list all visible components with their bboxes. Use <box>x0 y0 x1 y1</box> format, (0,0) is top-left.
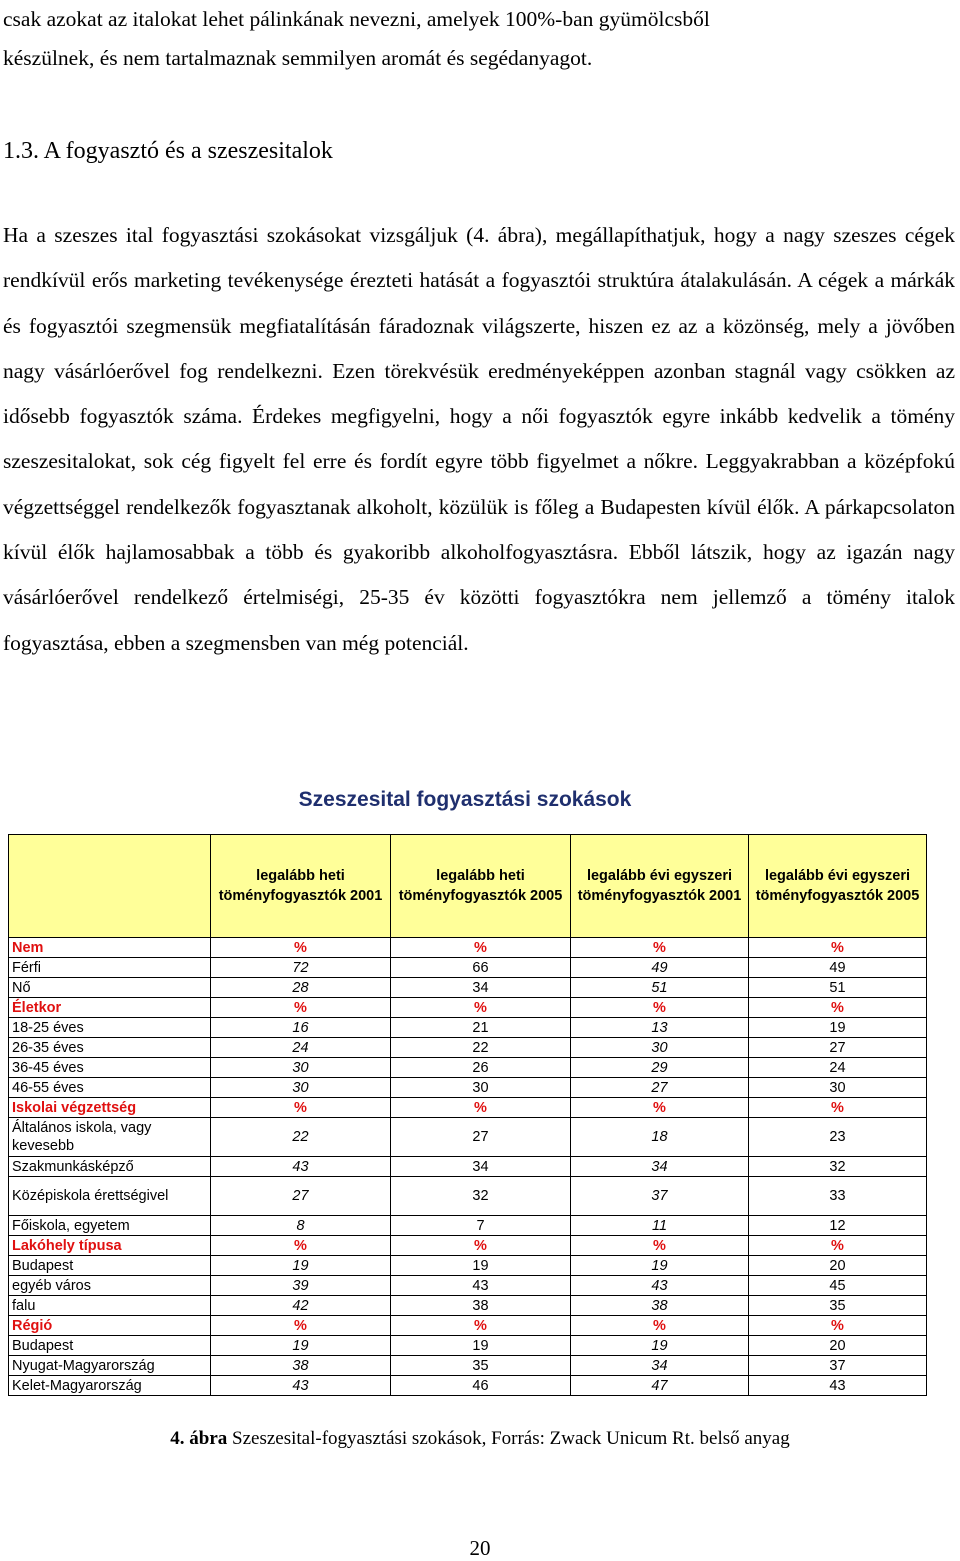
table-cell: 49 <box>571 958 749 978</box>
table-cell: 49 <box>749 958 927 978</box>
table-cell: 21 <box>391 1018 571 1038</box>
table-header-row <box>9 835 927 938</box>
table-cell: 43 <box>211 1157 391 1177</box>
table-cell: 51 <box>571 978 749 998</box>
row-label: Kelet-Magyarország <box>9 1376 211 1396</box>
table-cell: % <box>749 1236 927 1256</box>
table-cell: % <box>391 938 571 958</box>
table-cell: 20 <box>749 1336 927 1356</box>
table-row <box>9 1177 927 1216</box>
row-label: Budapest <box>9 1336 211 1356</box>
section-heading: 1.3. A fogyasztó és a szeszesitalok <box>3 138 333 164</box>
row-label: Nem <box>9 938 211 958</box>
table-cell: 30 <box>391 1078 571 1098</box>
table-cell: 34 <box>391 978 571 998</box>
row-label: Szakmunkásképző <box>9 1157 211 1177</box>
table-cell: 24 <box>211 1038 391 1058</box>
table-cell: % <box>391 1098 571 1118</box>
table-cell: 13 <box>571 1018 749 1038</box>
table-cell: 38 <box>391 1296 571 1316</box>
table-cell: % <box>749 1098 927 1118</box>
table-cell: 19 <box>571 1256 749 1276</box>
table-cell: 43 <box>391 1276 571 1296</box>
table-cell: 27 <box>571 1078 749 1098</box>
table-section-row <box>9 938 927 958</box>
data-table <box>8 834 927 1396</box>
body-paragraph-text: Ha a szeszes ital fogyasztási szokásokat vizsgáljuk (4. ábra), megállapíthatjuk, hogy a nagy szeszes cégek rendkívül erős marketing tevékenysége érezteti hatását a fogyasztói struktúra átalakulásán. A cégek a márkák és fogyasztói szegmensük megfiatalításán fáradoznak világszerte, hiszen ez az a közönség, mely a jövőben nagy vásárlóerővel fog rendelkezni. Ezen törekvésük eredményeképpen azonban stagnál vagy csökken az idősebb fogyasztók száma. Érdekes megfigyelni, hogy a női fogyasztók egyre inkább kedvelik a tömény szeszesitalokat, sok cég figyelt fel erre és fordít egyre több figyelmet a nőkre. Leggyakrabban a középfokú végzettséggel rendelkezők fogyasztanak alkoholt, közülük is főleg a Budapesten kívül élők. A párkapcsolaton kívül élők hajlamosabbak a több és gyakoribb alkoholfogyasztásra. Ebből látszik, hogy az igazán nagy vásárlóerővel rendelkező értelmiségi, 25-35 év közötti fogyasztókra nem jellemző a tömény italok fogyasztása, ebben a szegmensben van még potenciál. <box>3 223 955 655</box>
table-cell: % <box>391 1316 571 1336</box>
table-cell: 12 <box>749 1216 927 1236</box>
table-cell: 26 <box>391 1058 571 1078</box>
table-cell: 34 <box>571 1157 749 1177</box>
table-row <box>9 1376 927 1396</box>
table-cell: % <box>571 1098 749 1118</box>
table-cell: % <box>211 1316 391 1336</box>
table-cell: 38 <box>571 1296 749 1316</box>
table-cell: 19 <box>211 1256 391 1276</box>
table-cell: 45 <box>749 1276 927 1296</box>
table-cell: 30 <box>211 1058 391 1078</box>
table-cell: 37 <box>571 1177 749 1216</box>
table-body <box>9 938 927 1396</box>
table-cell: 19 <box>211 1336 391 1356</box>
table-cell: 18 <box>571 1118 749 1157</box>
row-label: falu <box>9 1296 211 1316</box>
table-cell: 46 <box>391 1376 571 1396</box>
body-paragraph <box>3 213 955 666</box>
row-label: Férfi <box>9 958 211 978</box>
row-label: 18-25 éves <box>9 1018 211 1038</box>
column-header: legalább évi egyszeri töményfogyasztók 2001 <box>571 835 749 938</box>
row-label: Régió <box>9 1316 211 1336</box>
table-row <box>9 1336 927 1356</box>
table-cell: 51 <box>749 978 927 998</box>
table-cell: % <box>571 938 749 958</box>
table-row <box>9 1118 927 1157</box>
row-label: Nő <box>9 978 211 998</box>
table-cell: % <box>391 998 571 1018</box>
table-row <box>9 958 927 978</box>
table-cell: 20 <box>749 1256 927 1276</box>
table-cell: 34 <box>391 1157 571 1177</box>
table-row <box>9 978 927 998</box>
caption-label: 4. ábra <box>170 1428 228 1449</box>
table-row <box>9 1078 927 1098</box>
table-cell: 27 <box>211 1177 391 1216</box>
data-table-container <box>8 834 927 1396</box>
intro-line: csak azokat az italokat lehet pálinkának nevezni, amelyek 100%-ban gyümölcsből <box>3 7 710 31</box>
table-cell: % <box>391 1236 571 1256</box>
row-label: Középiskola érettségivel <box>9 1177 211 1216</box>
row-label: egyéb város <box>9 1276 211 1296</box>
table-cell: 29 <box>571 1058 749 1078</box>
table-section-row <box>9 1236 927 1256</box>
table-cell: % <box>749 1316 927 1336</box>
table-cell: 28 <box>211 978 391 998</box>
table-cell: 16 <box>211 1018 391 1038</box>
table-row <box>9 1216 927 1236</box>
table-cell: 35 <box>391 1356 571 1376</box>
page-number: 20 <box>469 1536 491 1560</box>
row-label: 36-45 éves <box>9 1058 211 1078</box>
row-label: 46-55 éves <box>9 1078 211 1098</box>
row-label: Nyugat-Magyarország <box>9 1356 211 1376</box>
table-cell: 7 <box>391 1216 571 1236</box>
table-row <box>9 1157 927 1177</box>
table-cell: % <box>571 1316 749 1336</box>
table-cell: 23 <box>749 1118 927 1157</box>
intro-text <box>3 0 955 78</box>
table-cell: 32 <box>391 1177 571 1216</box>
table-cell: 27 <box>749 1038 927 1058</box>
row-label: 26-35 éves <box>9 1038 211 1058</box>
table-title: Szeszesital fogyasztási szokások <box>298 788 632 811</box>
table-section-row <box>9 1316 927 1336</box>
table-cell: 8 <box>211 1216 391 1236</box>
table-cell: 11 <box>571 1216 749 1236</box>
row-label: Lakóhely típusa <box>9 1236 211 1256</box>
table-cell: 27 <box>391 1118 571 1157</box>
column-header: legalább heti töményfogyasztók 2005 <box>391 835 571 938</box>
table-cell: 22 <box>211 1118 391 1157</box>
row-label: Főiskola, egyetem <box>9 1216 211 1236</box>
table-cell: 33 <box>749 1177 927 1216</box>
table-cell: 19 <box>749 1018 927 1038</box>
figure-caption <box>0 1428 960 1450</box>
table-cell: % <box>211 1098 391 1118</box>
table-cell: % <box>211 1236 391 1256</box>
table-cell: 35 <box>749 1296 927 1316</box>
table-row <box>9 1038 927 1058</box>
table-cell: 38 <box>211 1356 391 1376</box>
row-label: Általános iskola, vagy kevesebb <box>9 1118 211 1157</box>
column-header: legalább évi egyszeri töményfogyasztók 2005 <box>749 835 927 938</box>
table-cell: 66 <box>391 958 571 978</box>
table-cell: 72 <box>211 958 391 978</box>
table-cell: % <box>749 998 927 1018</box>
table-cell: 34 <box>571 1356 749 1376</box>
table-cell: 42 <box>211 1296 391 1316</box>
table-row <box>9 1296 927 1316</box>
table-row <box>9 1256 927 1276</box>
table-cell: 37 <box>749 1356 927 1376</box>
table-cell: % <box>571 1236 749 1256</box>
table-cell: 30 <box>749 1078 927 1098</box>
row-label: Életkor <box>9 998 211 1018</box>
row-label: Iskolai végzettség <box>9 1098 211 1118</box>
column-header: legalább heti töményfogyasztók 2001 <box>211 835 391 938</box>
caption-text: Szeszesital-fogyasztási szokások, Forrás: Zwack Unicum Rt. belső anyag <box>227 1428 790 1449</box>
table-cell: 30 <box>211 1078 391 1098</box>
row-label: Budapest <box>9 1256 211 1276</box>
table-cell: % <box>571 998 749 1018</box>
table-cell: 19 <box>391 1256 571 1276</box>
table-section-row <box>9 1098 927 1118</box>
table-row <box>9 1356 927 1376</box>
table-row <box>9 1018 927 1038</box>
table-row <box>9 1058 927 1078</box>
table-cell: 47 <box>571 1376 749 1396</box>
table-cell: 43 <box>211 1376 391 1396</box>
intro-line: készülnek, és nem tartalmaznak semmilyen aromát és segédanyagot. <box>3 46 593 70</box>
table-cell: % <box>749 938 927 958</box>
table-section-row <box>9 998 927 1018</box>
table-cell: 32 <box>749 1157 927 1177</box>
table-cell: % <box>211 998 391 1018</box>
table-cell: 24 <box>749 1058 927 1078</box>
table-cell: 43 <box>749 1376 927 1396</box>
header-corner-cell <box>9 835 211 938</box>
table-row <box>9 1276 927 1296</box>
table-cell: 43 <box>571 1276 749 1296</box>
table-cell: 39 <box>211 1276 391 1296</box>
table-cell: 19 <box>391 1336 571 1356</box>
table-cell: 19 <box>571 1336 749 1356</box>
table-cell: % <box>211 938 391 958</box>
table-cell: 22 <box>391 1038 571 1058</box>
table-cell: 30 <box>571 1038 749 1058</box>
